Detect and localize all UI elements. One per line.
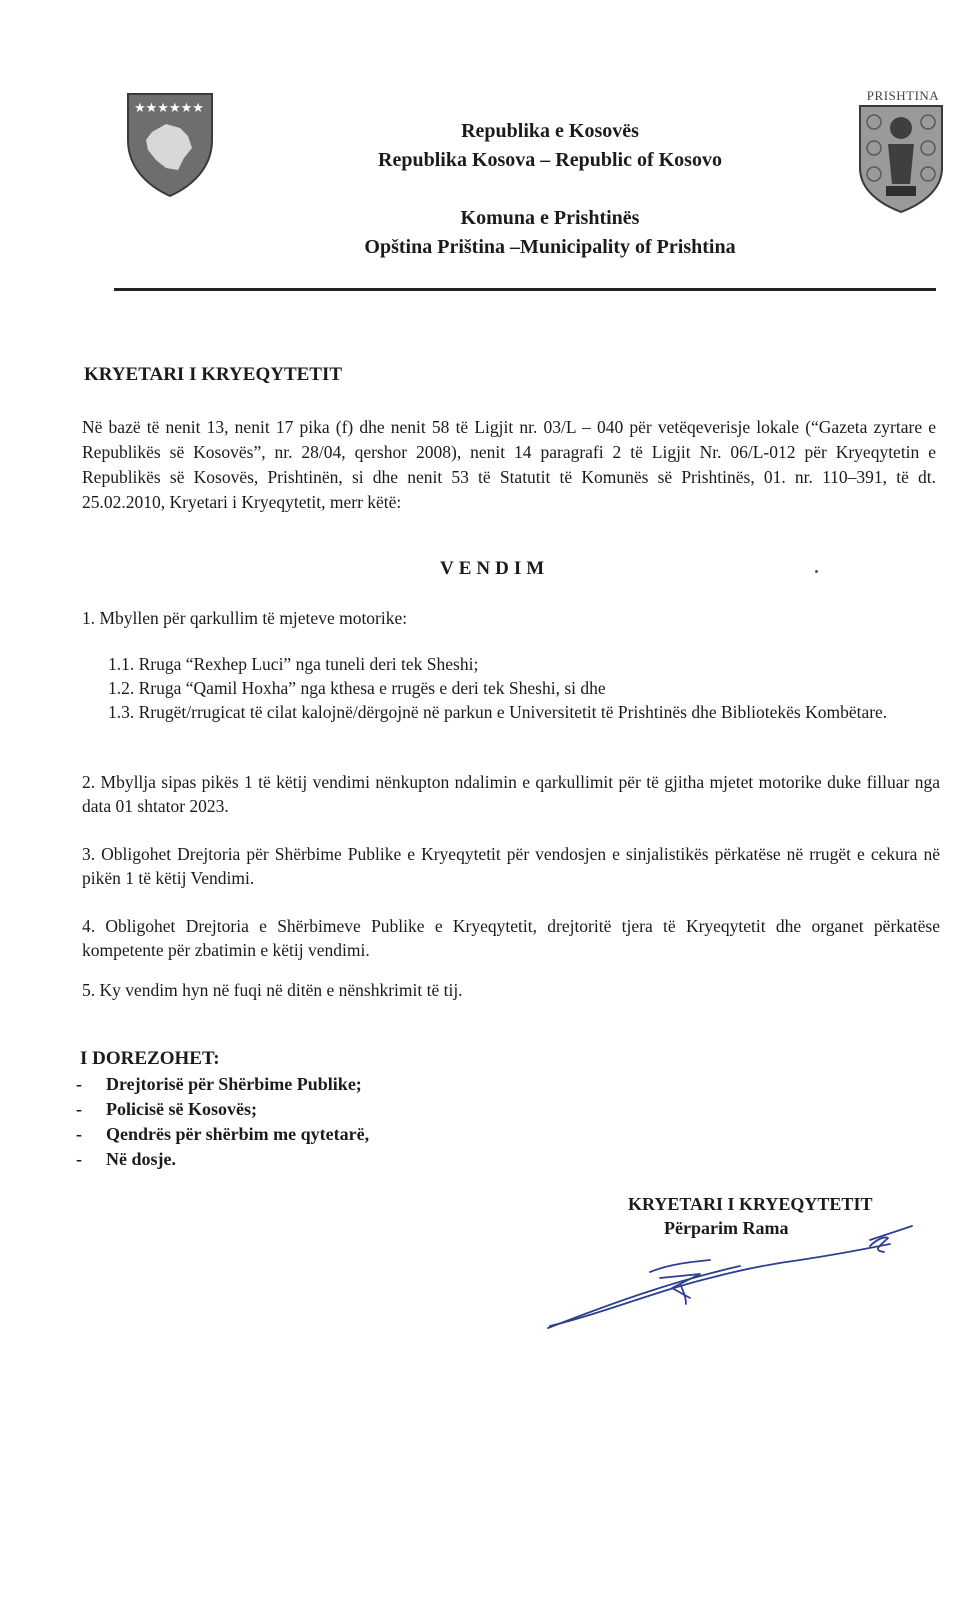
- municipality-title-multilingual: Opština Priština –Municipality of Prishtina: [364, 236, 736, 258]
- city-label: PRISHTINA: [866, 88, 940, 103]
- decision-heading: VENDIM: [440, 558, 550, 579]
- point-3: 3. Obligohet Drejtoria për Shërbime Publike e Kryeqytetit për vendosjen e sinjalistikës përkatëse në rrugët e cekura në pikën 1 të këtij Vendimi.: [82, 844, 940, 888]
- issuer-title: KRYETARI I KRYEQYTETIT: [84, 364, 343, 385]
- point-1: 1. Mbyllen për qarkullim të mjeteve motorike:: [82, 608, 408, 628]
- point-1-1: 1.1. Rruga “Rexhep Luci” nga tuneli deri tek Sheshi;: [108, 654, 479, 674]
- svg-text:★★★★★★: ★★★★★★: [134, 101, 204, 116]
- republic-title-multilingual: Republika Kosova – Republic of Kosovo: [378, 149, 722, 171]
- point-1-3: 1.3. Rrugët/rrugicat të cilat kalojnë/dërgojnë në parkun e Universitetit të Prishtinës dhe Bibliotekës Kombëtare.: [108, 702, 888, 722]
- delivery-item: - Qendrës për shërbim me qytetarë,: [76, 1124, 370, 1144]
- point-2: 2. Mbyllja sipas pikës 1 të këtij vendimi nënkupton ndalimin e qarkullimit për të gjitha mjetet motorike duke filluar nga data 01 shtator 2023.: [82, 772, 940, 816]
- point-1-2: 1.2. Rruga “Qamil Hoxha” nga kthesa e rrugës e deri tek Sheshi, si dhe: [108, 678, 606, 698]
- prishtina-emblem-icon: [856, 86, 946, 216]
- scan-speck: [815, 570, 818, 573]
- signatory-name: Përparim Rama: [664, 1218, 789, 1238]
- signatory-title: KRYETARI I KRYEQYTETIT: [628, 1194, 873, 1214]
- legal-basis-paragraph: Në bazë të nenit 13, nenit 17 pika (f) dhe nenit 58 të Ligjit nr. 03/L – 040 për vetëqeverisje lokale (“Gazeta zyrtare e Republikës së Kosovës”, nr. 28/04, qershor 2008), nenit 14 paragrafi 2 të Ligjit Nr. 06/L-012 për Kryeqytetin e Republikës së Kosovës, Prishtinën, si dhe nenit 53 të Statutit të Komunës së Prishtinës, 01. nr. 110–391, të dt. 25.02.2010, Kryetari i Kryeqytetit, merr këtë:: [82, 417, 936, 512]
- header-divider: [114, 288, 936, 291]
- delivery-item: - Drejtorisë për Shërbime Publike;: [76, 1074, 362, 1094]
- kosovo-emblem-icon: [122, 88, 218, 200]
- delivery-item: - Në dosje.: [76, 1149, 176, 1169]
- delivery-title: I DOREZOHET:: [80, 1048, 220, 1069]
- point-5: 5. Ky vendim hyn në fuqi në ditën e nënshkrimit të tij.: [82, 980, 463, 1000]
- delivery-item: - Policisë së Kosovës;: [76, 1099, 257, 1119]
- municipality-title-albanian: Komuna e Prishtinës: [460, 207, 640, 229]
- delivery-list: [76, 1072, 369, 1172]
- republic-title-albanian: Republika e Kosovës: [461, 120, 639, 142]
- handwritten-signature: [540, 1218, 930, 1338]
- point-4: 4. Obligohet Drejtoria e Shërbimeve Publike e Kryeqytetit, drejtoritë tjera të Kryeqytetit dhe organet përkatëse kompetente për zbatimin e këtij vendimi.: [82, 916, 940, 960]
